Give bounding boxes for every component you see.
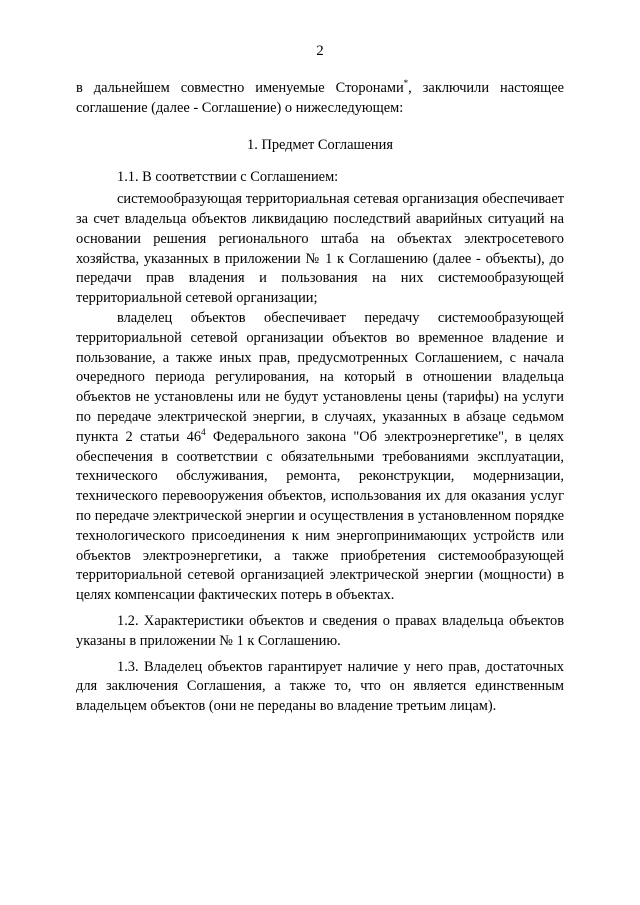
owner-text: владелец объектов обеспечивает передачу системообразующей территориальной сетевой организации объектов во временное владение и пользование, а также иных прав, предусмотренных Соглашением, с начала очередного периода регулирования, на который в отношении владельца объектов не установлены или не будут установлены цены (тарифы) на услуги по передаче электрической энергии, в случаях, указанных в абзаце седьмом пункта 2 статьи 46 — [76, 309, 564, 445]
clause-1-3: 1.3. Владелец объектов гарантирует наличие у него прав, достаточных для заключения Соглашения, а также то, что он является единственным владельцем объектов (они не переданы во владение третьим лицам). — [76, 658, 564, 715]
footnote-mark: * — [403, 78, 409, 89]
intro-text: в дальнейшем совместно именуемые Сторонами — [76, 80, 404, 96]
page-number: 2 — [316, 43, 324, 59]
paragraph-obligation-owner — [76, 309, 564, 606]
owner-text-continued: Федерального закона "Об электроэнергетике", в целях обеспечения в соответствии с обязательными требованиями эксплуатации, технического обслуживания, ремонта, реконструкции, модернизации, технического перевооружения объектов, использования их для оказания услуг по передаче электрической энергии и осуществления в установленном порядке технологического присоединения к ним энергопринимающих устройств или объектов электроэнергетики, а также приобретения системообразующей территориальной сетевой организацией электрической энергии (мощности) в целях компенсации фактических потерь в объектах. — [76, 428, 564, 604]
clause-1-2: 1.2. Характеристики объектов и сведения о правах владельца объектов указаны в приложении № 1 к Соглашению. — [76, 612, 564, 649]
section-heading: 1. Предмет Соглашения — [247, 136, 393, 153]
intro-paragraph — [76, 79, 564, 119]
clause-1-1-intro: 1.1. В соответствии с Соглашением: — [117, 169, 339, 186]
intro-text-continued: , заключили настоящее соглашение (далее - Соглашение) о нижеследующем: — [76, 80, 564, 116]
document-body — [76, 79, 564, 717]
article-superscript: 4 — [201, 426, 206, 437]
paragraph-obligation-network-org: системообразующая территориальная сетевая организация обеспечивает за счет владельца объектов ликвидацию последствий аварийных ситуаций на основании решения регионального штаба на объектах электросетевого хозяйства, указанных в приложении № 1 к Соглашению (далее - объекты), до передачи прав владения и пользования на них системообразующей территориальной сетевой организации; — [76, 191, 564, 307]
